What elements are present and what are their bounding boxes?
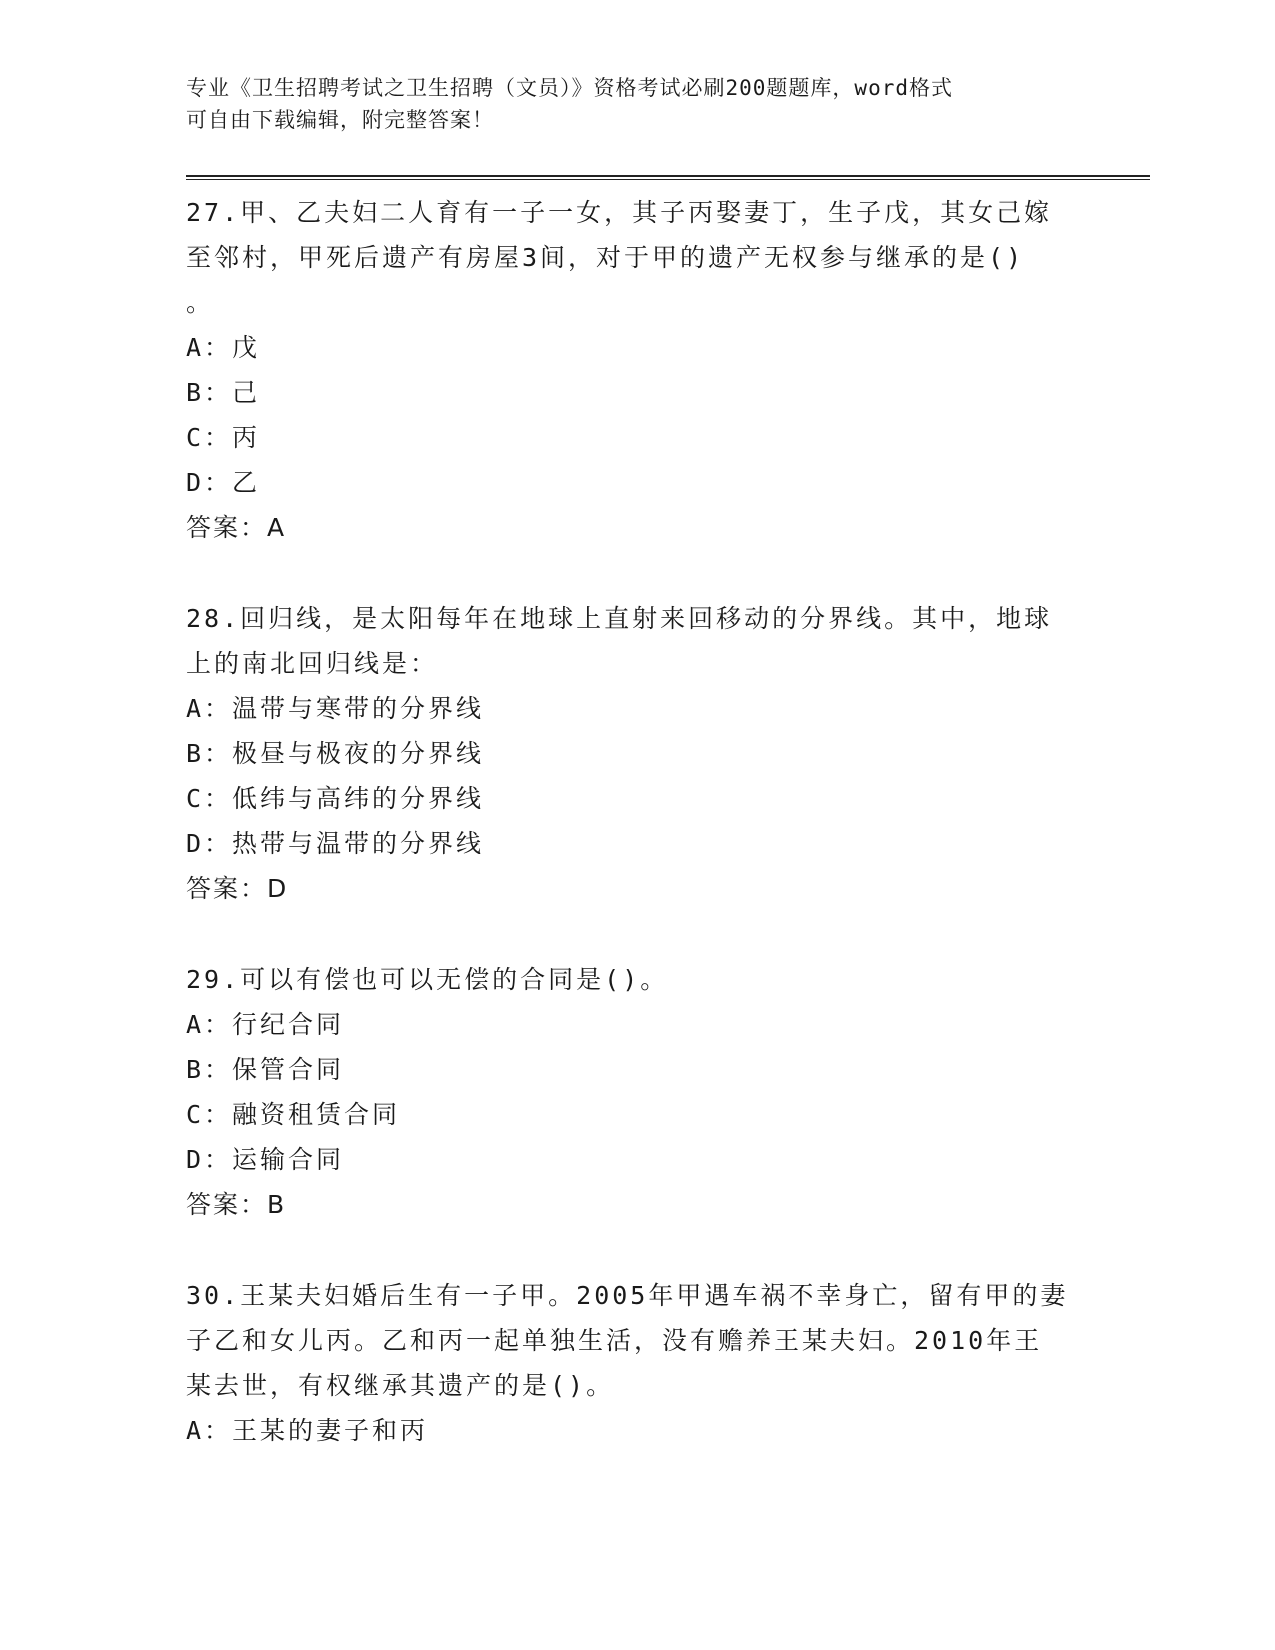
option-b: B：极昼与极夜的分界线 (186, 739, 485, 768)
option-c: C：低纬与高纬的分界线 (186, 784, 485, 813)
question-28 (186, 596, 1086, 911)
question-text: 某去世，有权继承其遗产的是()。 (186, 1371, 615, 1400)
option-a: A：行纪合同 (186, 1010, 345, 1039)
question-text: 至邻村，甲死后遗产有房屋3间，对于甲的遗产无权参与继承的是() (186, 243, 1025, 272)
answer: 答案：A (186, 513, 287, 542)
option-a: A：戊 (186, 333, 261, 362)
option-a: A：温带与寒带的分界线 (186, 694, 485, 723)
option-c: C：丙 (186, 423, 261, 452)
header-line-1: 专业《卫生招聘考试之卫生招聘（文员）》资格考试必刷200题题库，word格式 (186, 76, 953, 100)
option-b: B：保管合同 (186, 1055, 345, 1084)
option-c: C：融资租赁合同 (186, 1100, 401, 1129)
option-a: A：王某的妻子和丙 (186, 1416, 429, 1445)
question-29 (186, 957, 1086, 1227)
header-divider (186, 175, 1150, 180)
question-30 (186, 1273, 1086, 1453)
question-text: 。 (186, 288, 215, 317)
option-d: D：乙 (186, 468, 261, 497)
question-text: 上的南北回归线是： (186, 649, 439, 678)
option-d: D：运输合同 (186, 1145, 345, 1174)
header-line-2: 可自由下载编辑，附完整答案！ (186, 108, 494, 132)
answer: 答案：D (186, 874, 289, 903)
question-27 (186, 190, 1086, 550)
question-text: 29.可以有偿也可以无偿的合同是()。 (186, 965, 669, 994)
document-header (186, 72, 1066, 136)
question-list (186, 190, 1086, 1499)
question-text: 27.甲、乙夫妇二人育有一子一女，其子丙娶妻丁，生子戊，其女己嫁 (186, 198, 1053, 227)
answer: 答案：B (186, 1190, 287, 1219)
option-b: B：己 (186, 378, 261, 407)
question-text: 子乙和女儿丙。乙和丙一起单独生活，没有赡养王某夫妇。2010年王 (186, 1326, 1043, 1355)
option-d: D：热带与温带的分界线 (186, 829, 485, 858)
question-text: 30.王某夫妇婚后生有一子甲。2005年甲遇车祸不幸身亡，留有甲的妻 (186, 1281, 1069, 1310)
question-text: 28.回归线，是太阳每年在地球上直射来回移动的分界线。其中，地球 (186, 604, 1053, 633)
